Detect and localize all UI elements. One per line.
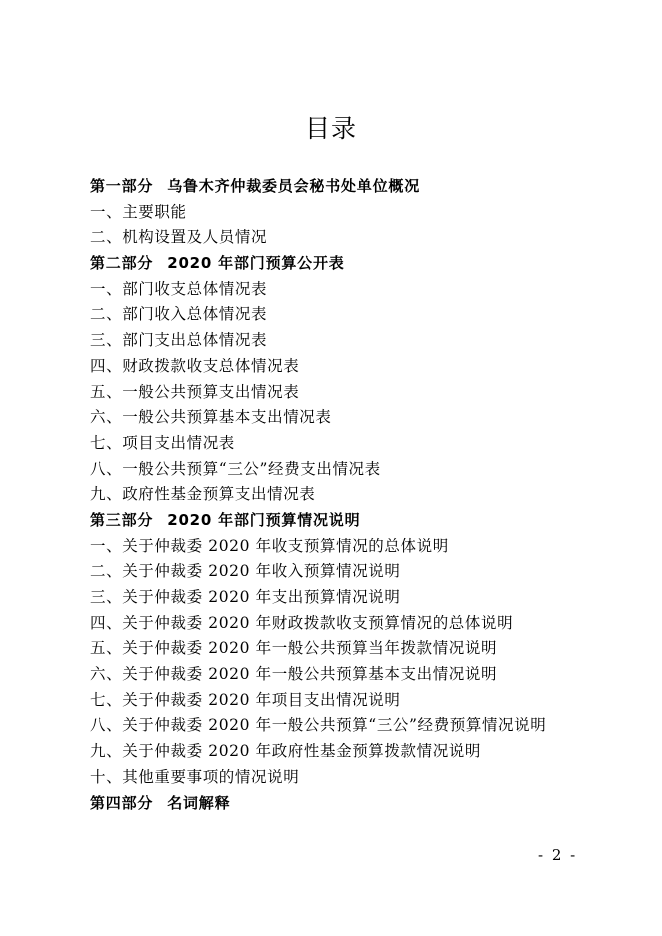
toc-item: 七、关于仲裁委 2020 年项目支出情况说明: [90, 690, 401, 709]
toc-item: 九、关于仲裁委 2020 年政府性基金预算拨款情况说明: [90, 742, 482, 761]
toc-item: 二、部门收入总体情况表: [90, 305, 268, 324]
toc-item: 一、主要职能: [90, 202, 187, 221]
toc-part-3: [90, 508, 630, 534]
part-title: 乌鲁木齐仲裁委员会秘书处单位概况: [167, 177, 421, 195]
toc-item: 六、关于仲裁委 2020 年一般公共预算基本支出情况说明: [90, 665, 498, 684]
toc-item: 十、其他重要事项的情况说明: [90, 767, 300, 786]
toc-item: 一、关于仲裁委 2020 年收支预算情况的总体说明: [90, 536, 449, 555]
toc-item: 三、关于仲裁委 2020 年支出预算情况说明: [90, 588, 401, 606]
toc-part-4: [90, 791, 630, 817]
toc-item: 三、部门支出总体情况表: [90, 331, 268, 350]
part-title: 2020 年部门预算公开表: [167, 254, 345, 273]
toc-item: 七、项目支出情况表: [90, 433, 235, 452]
page-title: 目录: [304, 114, 357, 143]
toc-item: 二、机构设置及人员情况: [90, 228, 268, 247]
toc-item: 五、关于仲裁委 2020 年一般公共预算当年拨款情况说明: [90, 639, 498, 658]
toc-item: 五、一般公共预算支出情况表: [90, 382, 300, 401]
toc-item: 八、关于仲裁委 2020 年一般公共预算“三公”经费预算情况说明: [90, 716, 547, 735]
table-of-contents: [90, 174, 630, 816]
part-title: 名词解释: [167, 793, 231, 812]
toc-item: 二、关于仲裁委 2020 年收入预算情况说明: [90, 562, 401, 581]
toc-item: 九、政府性基金预算支出情况表: [90, 485, 316, 504]
toc-item: 八、一般公共预算“三公”经费支出情况表: [90, 459, 381, 478]
part-label: 第二部分: [90, 254, 154, 273]
part-label: 第一部分: [90, 177, 154, 195]
toc-item: 四、财政拨款收支总体情况表: [90, 356, 300, 375]
toc-part-2: [90, 251, 630, 277]
toc-part-1: [90, 174, 630, 200]
part-label: 第三部分: [90, 510, 154, 529]
part-label: 第四部分: [90, 793, 154, 812]
toc-item: 一、部门收支总体情况表: [90, 279, 268, 298]
page-number: - 2 -: [538, 846, 578, 864]
toc-item: 六、一般公共预算基本支出情况表: [90, 408, 332, 427]
part-title: 2020 年部门预算情况说明: [167, 510, 361, 529]
toc-item: 四、关于仲裁委 2020 年财政拨款收支预算情况的总体说明: [90, 613, 514, 632]
